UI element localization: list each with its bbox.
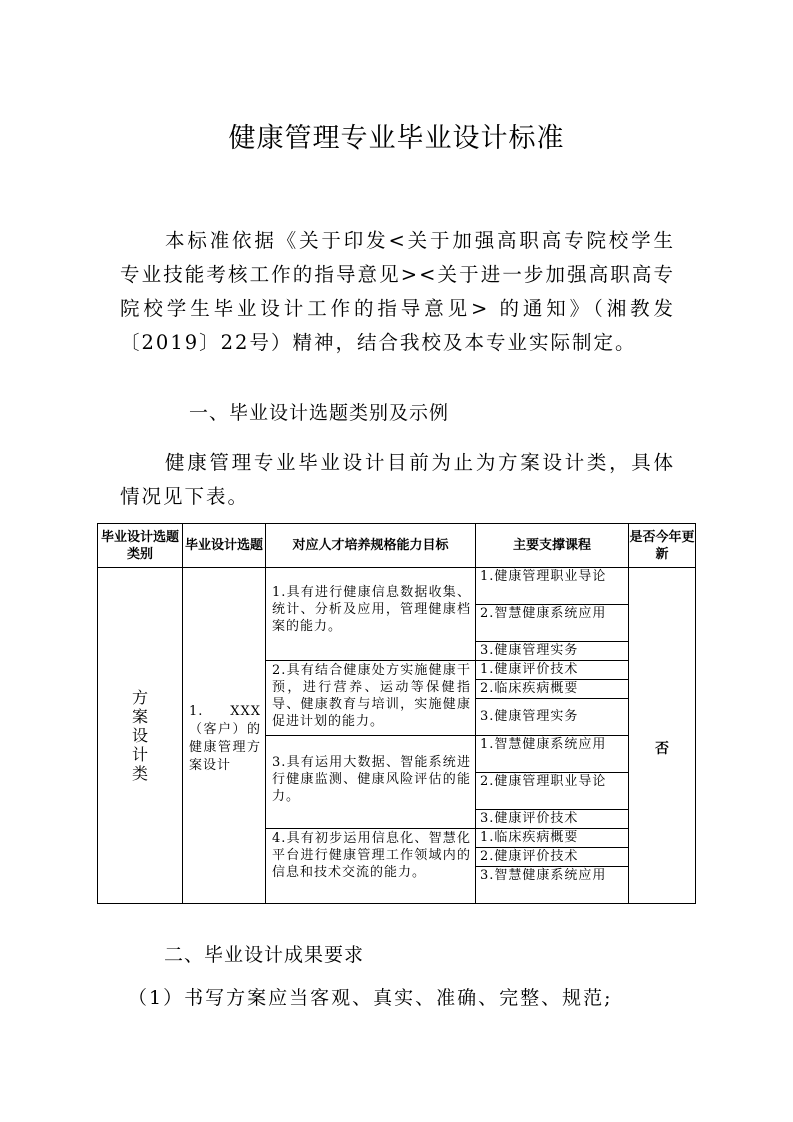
design-standards-table xyxy=(97,523,696,904)
course-cell: 3.健康管理实务 xyxy=(476,642,629,661)
intro-paragraph: 本标准依据《关于印发<关于加强高职高专院校学生专业技能考核工作的指导意见><关于进一步加强高职高专院校学生毕业设计工作的指导意见> 的通知》（湘教发〔2019〕22号）精神，结合我校及本专业实际制定。 xyxy=(120,229,675,354)
header-updated: 是否今年更新 xyxy=(629,524,696,568)
course-cell: 3.智慧健康系统应用 xyxy=(476,867,629,904)
course-cell: 1.智慧健康系统应用 xyxy=(476,736,629,773)
course-cell: 3.健康评价技术 xyxy=(476,810,629,829)
header-ability: 对应人才培养规格能力目标 xyxy=(266,524,476,568)
header-topic: 毕业设计选题 xyxy=(183,524,266,568)
course-cell: 2.智慧健康系统应用 xyxy=(476,605,629,642)
course-cell: 2.临床疾病概要 xyxy=(476,680,629,699)
header-category: 毕业设计选题类别 xyxy=(98,524,183,568)
ability-cell: 4.具有初步运用信息化、智慧化平台进行健康管理工作领域内的信息和技术交流的能力。 xyxy=(266,829,476,904)
header-courses: 主要支撑课程 xyxy=(476,524,629,568)
table-header-row xyxy=(98,524,696,568)
ability-cell: 2.具有结合健康处方实施健康干预，进行营养、运动等保健指导、健康教育与培训，实施健康促进计划的能力。 xyxy=(266,661,476,736)
topic-cell: 1. XXX（客户）的健康管理方案设计 xyxy=(183,568,266,904)
section1-paragraph: 健康管理专业毕业设计目前为止为方案设计类，具体情况见下表。 xyxy=(120,451,675,508)
section-heading-2: 二、毕业设计成果要求 xyxy=(164,944,365,966)
course-cell: 3.健康管理实务 xyxy=(476,699,629,736)
document-title: 健康管理专业毕业设计标准 xyxy=(228,123,565,154)
ability-cell: 3.具有运用大数据、智能系统进行健康监测、健康风险评估的能力。 xyxy=(266,736,476,829)
course-cell: 1.健康管理职业导论 xyxy=(476,568,629,605)
course-cell: 2.健康评价技术 xyxy=(476,848,629,867)
section-heading-1: 一、毕业设计选题类别及示例 xyxy=(189,402,450,424)
course-cell: 1.健康评价技术 xyxy=(476,661,629,680)
category-cell xyxy=(98,568,183,904)
course-cell: 1.临床疾病概要 xyxy=(476,829,629,848)
updated-cell: 否 xyxy=(629,568,696,904)
category-text: 方案设计类 xyxy=(131,688,148,783)
ability-cell: 1.具有进行健康信息数据收集、统计、分析及应用，管理健康档案的能力。 xyxy=(266,568,476,661)
course-cell: 2.健康管理职业导论 xyxy=(476,773,629,810)
requirement-item: （1）书写方案应当客观、真实、准确、完整、规范; xyxy=(128,987,613,1009)
